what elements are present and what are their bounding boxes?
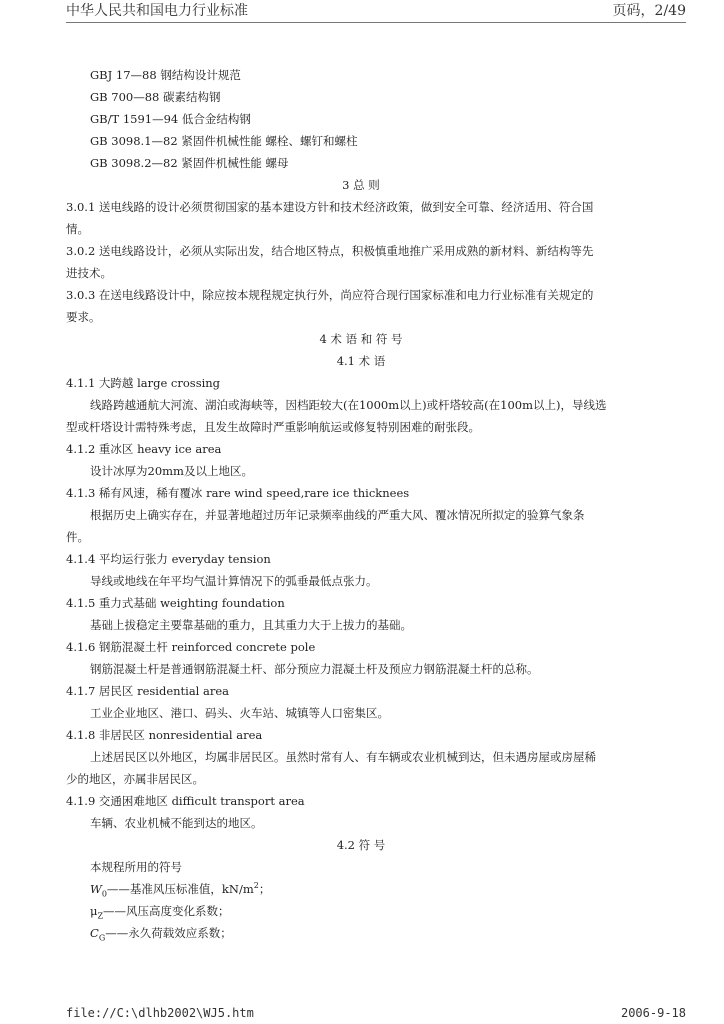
term-4-1-2-text: 设计冰厚为20mm及以上地区。	[90, 464, 253, 478]
term-4-1-6-text: 钢筋混凝土杆是普通钢筋混凝土杆、部分预应力混凝土杆及预应力钢筋混凝土杆的总称。	[90, 662, 539, 676]
section-4-heading: 4 术 语 和 符 号	[319, 332, 403, 346]
term-4-1-7-title: 4.1.7 居民区 residential area	[66, 684, 230, 698]
term-4-1-9-text: 车辆、农业机械不能到达的地区。	[90, 816, 263, 830]
standard-item: GBJ 17—88 钢结构设计规范	[90, 68, 241, 82]
page-header	[0, 0, 724, 22]
symbol-description: ——基准风压标准值，kN/m	[106, 882, 254, 896]
term-4-1-9-title: 4.1.9 交通困难地区 difficult transport area	[66, 794, 305, 808]
term-4-1-1-title: 4.1.1 大跨越 large crossing	[66, 376, 221, 390]
section-4-2-heading: 4.2 符 号	[336, 838, 386, 852]
symbol-base: W	[90, 882, 102, 896]
page-footer	[66, 1006, 686, 1020]
term-4-1-3-text-cont: 件。	[66, 530, 89, 544]
clause-3-0-1-line2: 情。	[66, 222, 89, 236]
term-4-1-3-text: 根据历史上确实存在，并显著地超过历年记录频率曲线的严重大风、覆冰情况所拟定的验算气象条	[90, 508, 585, 522]
clause-3-0-3-line2: 要求。	[66, 310, 101, 324]
term-4-1-1-text-cont: 型或杆塔设计需特殊考虑，且发生故障时严重影响航运或修复特别困难的耐张段。	[66, 420, 480, 434]
clause-3-0-2-line1: 3.0.2 送电线路设计，必须从实际出发，结合地区特点，积极慎重地推广采用成熟的新材料、新结构等先	[66, 244, 594, 258]
symbol-description: ——风压高度变化系数；	[103, 904, 230, 918]
symbol-base: μ	[90, 904, 98, 918]
symbol-base: C	[90, 926, 99, 940]
symbol-end: ；	[258, 882, 271, 896]
standard-item: GB 700—88 碳素结构钢	[90, 90, 221, 104]
section-3-heading: 3 总 则	[342, 178, 380, 192]
term-4-1-2-title: 4.1.2 重冰区 heavy ice area	[66, 442, 222, 456]
term-4-1-7-text: 工业企业地区、港口、码头、火车站、城镇等人口密集区。	[90, 706, 389, 720]
symbol-muz	[66, 900, 656, 922]
standard-item: GB 3098.2—82 紧固件机械性能 螺母	[90, 156, 289, 170]
header-divider	[66, 22, 686, 23]
term-4-1-5-text: 基础上拔稳定主要靠基础的重力，且其重力大于上拔力的基础。	[90, 618, 412, 632]
symbol-superscript: 2	[253, 881, 259, 891]
term-4-1-5-title: 4.1.5 重力式基础 weighting foundation	[66, 596, 285, 610]
standard-item: GB 3098.1—82 紧固件机械性能 螺栓、螺钉和螺柱	[90, 134, 358, 148]
symbol-w0	[66, 878, 656, 900]
term-4-1-4-text: 导线或地线在年平均气温计算情况下的弧垂最低点张力。	[90, 574, 378, 588]
clause-3-0-2-line2: 进技术。	[66, 266, 112, 280]
symbol-subscript: Z	[97, 911, 104, 921]
clause-3-0-3-line1: 3.0.3 在送电线路设计中，除应按本规程规定执行外，尚应符合现行国家标准和电力行业标准有关规定的	[66, 288, 594, 302]
symbol-subscript: 0	[101, 889, 107, 899]
term-4-1-8-text: 上述居民区以外地区，均属非居民区。虽然时常有人、有车辆或农业机械到达，但未遇房屋或房屋稀	[90, 750, 596, 764]
symbol-subscript: G	[98, 933, 106, 943]
symbol-cg	[66, 922, 656, 944]
symbol-description: ——永久荷载效应系数；	[105, 926, 232, 940]
header-title: 中华人民共和国电力行业标准	[66, 3, 248, 19]
term-4-1-3-title: 4.1.3 稀有风速，稀有覆冰 rare wind speed,rare ice thicknees	[66, 486, 410, 500]
term-4-1-8-text-cont: 少的地区，亦属非居民区。	[66, 772, 204, 786]
clause-3-0-1-line1: 3.0.1 送电线路的设计必须贯彻国家的基本建设方针和技术经济政策，做到安全可靠、经济适用、符合国	[66, 200, 594, 214]
term-4-1-4-title: 4.1.4 平均运行张力 everyday tension	[66, 552, 271, 566]
symbols-intro: 本规程所用的符号	[90, 860, 182, 874]
document-body	[66, 64, 656, 944]
section-4-1-heading: 4.1 术 语	[336, 354, 386, 368]
file-path: file://C:\dlhb2002\WJ5.htm	[66, 1006, 254, 1020]
page-number: 页码，2/49	[612, 3, 686, 19]
term-4-1-6-title: 4.1.6 钢筋混凝土杆 reinforced concrete pole	[66, 640, 316, 654]
standard-item: GB/T 1591—94 低合金结构钢	[90, 112, 251, 126]
term-4-1-1-text: 线路跨越通航大河流、湖泊或海峡等，因档距较大(在1000m以上)或杆塔较高(在100m以上)，导线选	[90, 398, 607, 412]
referenced-standards	[66, 64, 656, 174]
term-4-1-8-title: 4.1.8 非居民区 nonresidential area	[66, 728, 263, 742]
print-date: 2006-9-18	[620, 1006, 686, 1020]
